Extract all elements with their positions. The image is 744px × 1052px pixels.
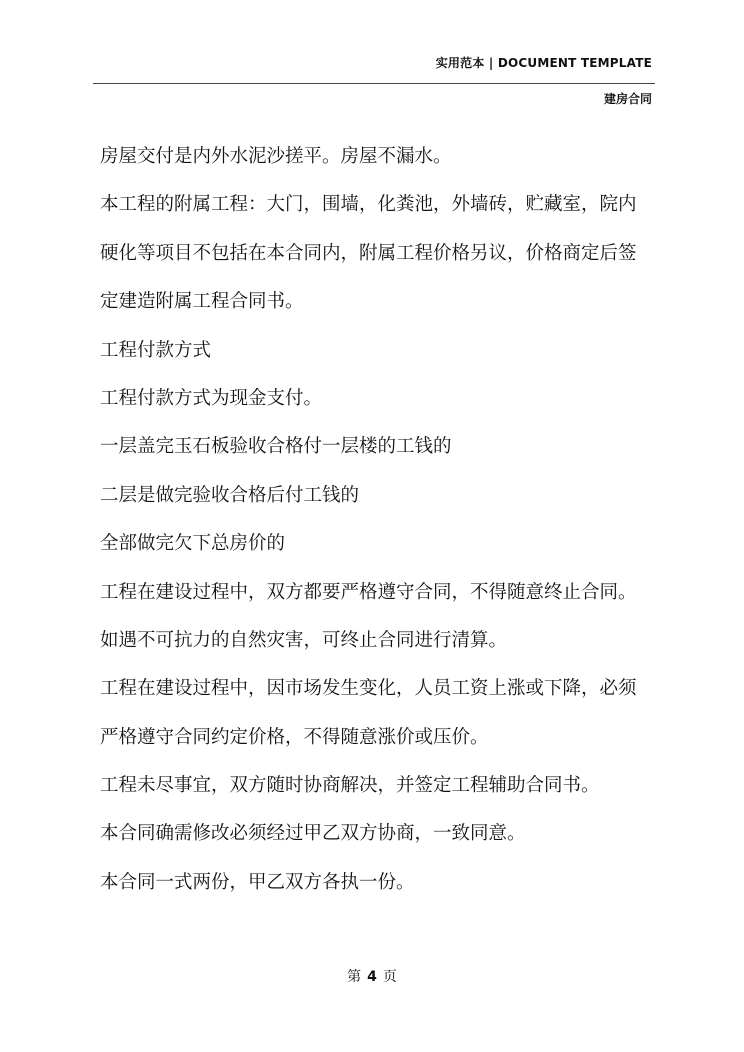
document-title: 建房合同 bbox=[603, 92, 652, 106]
body-line: 严格遵守合同约定价格，不得随意涨价或压价。 bbox=[100, 726, 489, 748]
body-line: 二层是做完验收合格后付工钱的 bbox=[100, 484, 360, 506]
body-line: 如遇不可抗力的自然灾害，可终止合同进行清算。 bbox=[100, 629, 508, 651]
body-line: 本工程的附属工程：大门，围墙，化粪池，外墙砖，贮藏室，院内 bbox=[100, 194, 637, 216]
header-divider bbox=[93, 83, 655, 84]
body-line: 一层盖完玉石板验收合格付一层楼的工钱的 bbox=[100, 436, 452, 458]
body-line: 本合同确需修改必须经过甲乙双方协商，一致同意。 bbox=[100, 823, 526, 845]
header-title: 实用范本 | DOCUMENT TEMPLATE bbox=[435, 56, 652, 70]
page-number: 4 bbox=[367, 969, 377, 985]
body-line: 定建造附属工程合同书。 bbox=[100, 291, 304, 313]
body-line: 工程在建设过程中，双方都要严格遵守合同，不得随意终止合同。 bbox=[100, 581, 637, 603]
body-line: 工程未尽事宜，双方随时协商解决，并签定工程辅助合同书。 bbox=[100, 775, 600, 797]
body-line: 房屋交付是内外水泥沙搓平。房屋不漏水。 bbox=[100, 146, 452, 167]
body-line: 本合同一式两份，甲乙双方各执一份。 bbox=[100, 871, 415, 893]
page-prefix: 第 bbox=[347, 969, 362, 985]
section-heading: 工程付款方式 bbox=[100, 339, 212, 361]
body-line: 工程付款方式为现金支付。 bbox=[100, 387, 323, 409]
page-footer bbox=[0, 966, 744, 986]
body-line: 全部做完欠下总房价的 bbox=[100, 533, 286, 555]
contract-body bbox=[100, 142, 660, 916]
body-line: 硬化等项目不包括在本合同内，附属工程价格另议，价格商定后签 bbox=[100, 242, 637, 264]
body-line: 工程在建设过程中，因市场发生变化，人员工资上涨或下降，必须 bbox=[100, 678, 637, 700]
page-suffix: 页 bbox=[382, 969, 397, 985]
